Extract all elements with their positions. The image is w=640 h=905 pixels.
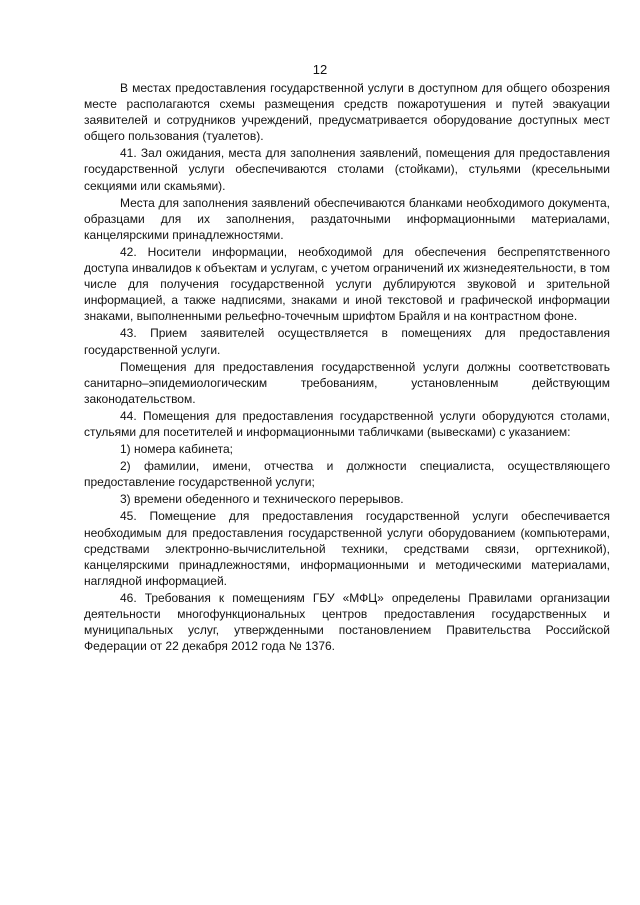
page-number: 12 xyxy=(312,62,328,77)
paragraph-evacuation-schemes: В местах предоставления государственной услуги в доступном для общего обозрения месте располагаются схемы размещения средств пожаротушения и путей эвакуации заявителей и сотрудников учреждений, предусматривается оборудование доступных мест общего пользования (туалетов). xyxy=(84,81,610,144)
paragraph-46-mfc-requirements: 46. Требования к помещениям ГБУ «МФЦ» определены Правилами организации деятельности многофункциональных центров предоставления государственных и муниципальных услуг, утвержденными постановлением Правительства Российской Федерации от 22 декабря 2012 года № 1376. xyxy=(84,590,610,654)
list-item-specialist-name: 2) фамилии, имени, отчества и должности специалиста, осуществляющего предоставление государственной услуги; xyxy=(84,459,610,490)
paragraph-43-reception: 43. Прием заявителей осуществляется в помещениях для предоставления государственной услуги. xyxy=(84,326,610,357)
paragraph-41-waiting-hall: 41. Зал ожидания, места для заполнения заявлений, помещения для предоставления государственной услуги обеспечиваются столами (стойками), стульями (кресельными секциями или скамьями). xyxy=(84,146,610,193)
paragraph-application-forms: Места для заполнения заявлений обеспечиваются бланками необходимого документа, образцами для их заполнения, раздаточными информационными материалами, канцелярскими принадлежностями. xyxy=(84,195,610,242)
list-item-break-times: 3) времени обеденного и технического перерывов. xyxy=(120,492,404,507)
paragraph-45-office-equipment: 45. Помещение для предоставления государственной услуги обеспечивается необходимым для предоставления государственной услуги оборудованием (компьютерами, средствами электронно-вычислительной техники, средствами связи, оргтехникой), канцелярскими принадлежностями, информационными и методическими материалами, наглядной информацией. xyxy=(84,509,610,588)
paragraph-sanitary-requirements: Помещения для предоставления государственной услуги должны соответствовать санитарно–эпидемиологическим требованиям, установленным действующим законодательством. xyxy=(84,359,610,406)
list-item-office-number: 1) номера кабинета; xyxy=(120,442,233,457)
paragraph-44-equipment: 44. Помещения для предоставления государственной услуги оборудуются столами, стульями для посетителей и информационными табличками (вывесками) с указанием: xyxy=(84,408,610,439)
document-body xyxy=(84,80,610,655)
paragraph-42-information-carriers: 42. Носители информации, необходимой для обеспечения беспрепятственного доступа инвалидов к объектам и услугам, с учетом ограничений их жизнедеятельности, в том числе для получения государственной услуги дублируются звуковой и зрительной информацией, а также надписями, знаками и иной текстовой и графической информации знаками, выполненными рельефно-точечным шрифтом Брайля и на контрастном фоне. xyxy=(84,244,610,324)
